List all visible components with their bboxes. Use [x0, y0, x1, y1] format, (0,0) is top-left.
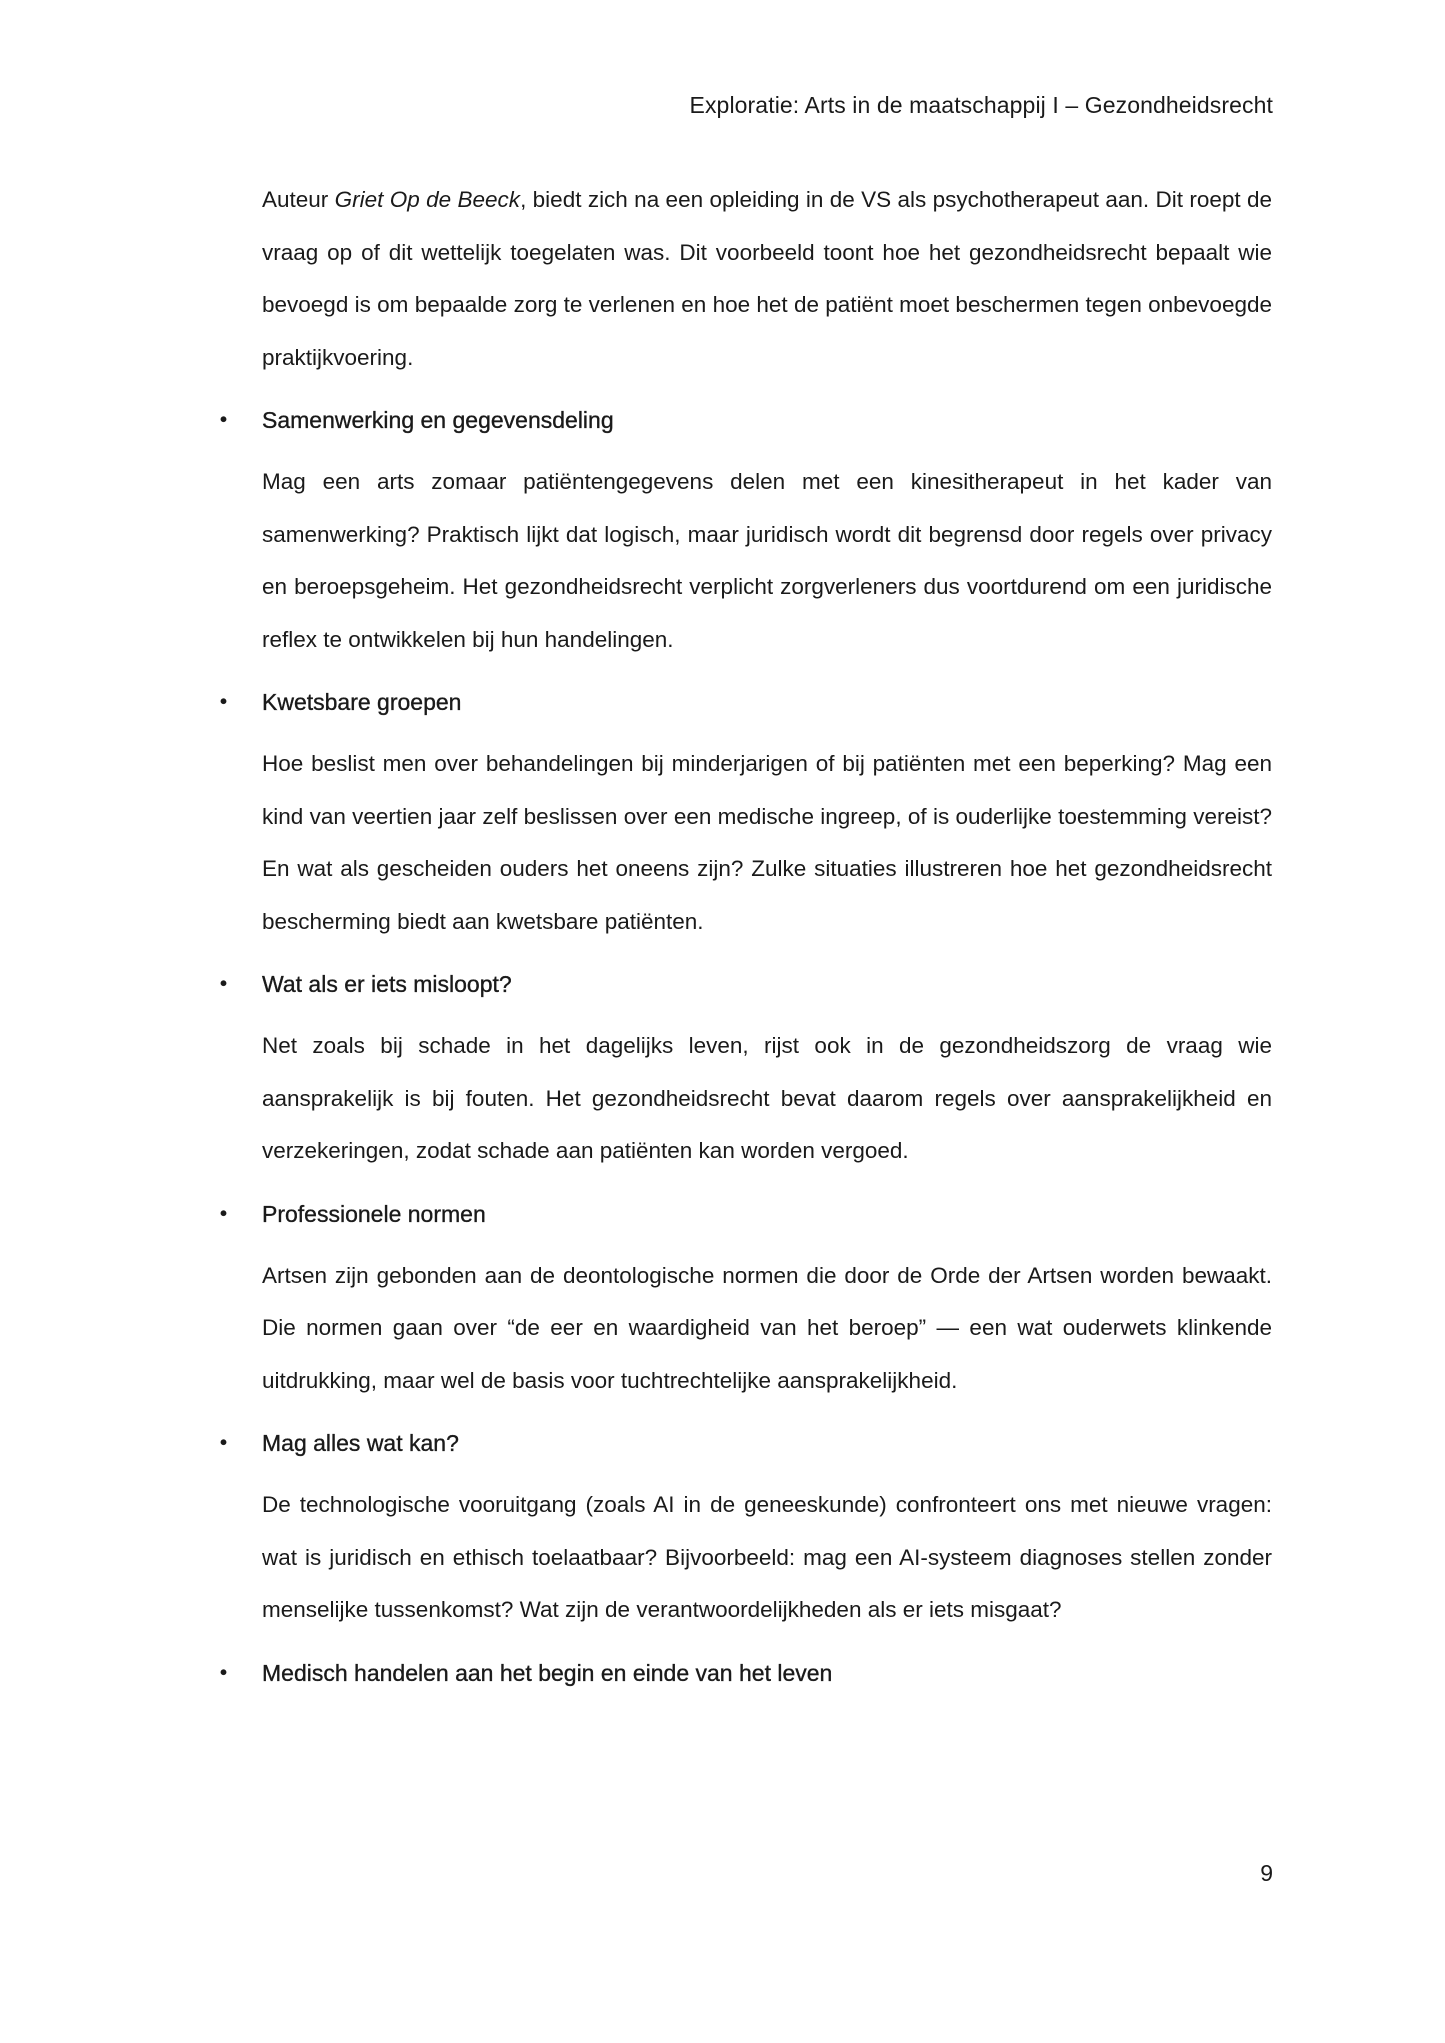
heading-text: Wat als er iets misloopt? — [262, 971, 512, 997]
section-heading-professionele-normen — [220, 1198, 1272, 1230]
heading-text: Mag alles wat kan? — [262, 1430, 459, 1456]
running-header: Exploratie: Arts in de maatschappij I – Gezondheidsrecht — [689, 92, 1273, 118]
section-paragraph-professionele-normen: Artsen zijn gebonden aan de deontologische normen die door de Orde der Artsen worden bewaakt. Die normen gaan over “de eer en waardigheid van het beroep” — een wat ouderwets klinkende uitdrukking, maar wel de basis voor tuchtrechtelijke aansprakelijkheid. — [262, 1262, 1272, 1393]
section-heading-begin-einde-leven — [220, 1657, 1272, 1689]
intro-text-start: Auteur — [262, 187, 335, 212]
body-text — [220, 174, 1273, 1709]
bullet-icon: • — [220, 1202, 228, 1225]
section-heading-samenwerking — [220, 404, 1272, 436]
intro-text-rest: , biedt zich na een opleiding in de VS als psychotherapeut aan. Dit roept de vraag op of dit wettelijk toegelaten was. Dit voorbeeld toont hoe het gezondheidsrecht bepaalt wie bevoegd is om bepaalde zorg te verlenen en hoe het de patiënt moet beschermen tegen onbevoegde praktijkvoering. — [262, 187, 1273, 370]
author-name: Griet Op de Beeck — [334, 187, 521, 212]
page-number: 9 — [1260, 1860, 1273, 1886]
bullet-icon: • — [220, 409, 228, 431]
intro-paragraph — [262, 174, 1272, 384]
bullet-icon: • — [220, 1661, 228, 1684]
bullet-icon: • — [220, 973, 228, 995]
section-paragraph-mag-alles: De technologische vooruitgang (zoals AI in de geneeskunde) confronteert ons met nieuwe vragen: wat is juridisch en ethisch toelaatbaar? Bijvoorbeeld: mag een AI-systeem diagnoses stellen zonder menselijke tussenkomst? Wat zijn de verantwoordelijkheden als er iets misgaat? — [262, 1492, 1272, 1622]
section-heading-mag-alles — [220, 1427, 1272, 1459]
section-heading-kwetsbare-groepen — [220, 686, 1272, 718]
heading-text: Professionele normen — [262, 1200, 486, 1227]
bullet-icon: • — [220, 1432, 228, 1454]
heading-text: Samenwerking en gegevensdeling — [262, 407, 614, 433]
bullet-icon: • — [220, 691, 228, 713]
section-heading-misloopt — [220, 968, 1272, 1000]
section-paragraph-misloopt: Net zoals bij schade in het dagelijks leven, rijst ook in de gezondheidszorg de vraag wie aansprakelijk is bij fouten. Het gezondheidsrecht bevat daarom regels over aansprakelijkheid en verzekeringen, zodat schade aan patiënten kan worden vergoed. — [262, 1033, 1272, 1163]
heading-text: Kwetsbare groepen — [262, 689, 462, 715]
heading-text: Medisch handelen aan het begin en einde van het leven — [262, 1659, 833, 1686]
section-paragraph-samenwerking: Mag een arts zomaar patiëntengegevens delen met een kinesitherapeut in het kader van samenwerking? Praktisch lijkt dat logisch, maar juridisch wordt dit begrensd door regels over privacy en beroepsgeheim. Het gezondheidsrecht verplicht zorgverleners dus voortdurend om een juridische reflex te ontwikkelen bij hun handelingen. — [262, 469, 1272, 652]
section-paragraph-kwetsbare-groepen: Hoe beslist men over behandelingen bij minderjarigen of bij patiënten met een beperking? Mag een kind van veertien jaar zelf beslissen over een medische ingreep, of is ouderlijke toestemming vereist? En wat als gescheiden ouders het oneens zijn? Zulke situaties illustreren hoe het gezondheidsrecht bescherming biedt aan kwetsbare patiënten. — [262, 751, 1272, 934]
